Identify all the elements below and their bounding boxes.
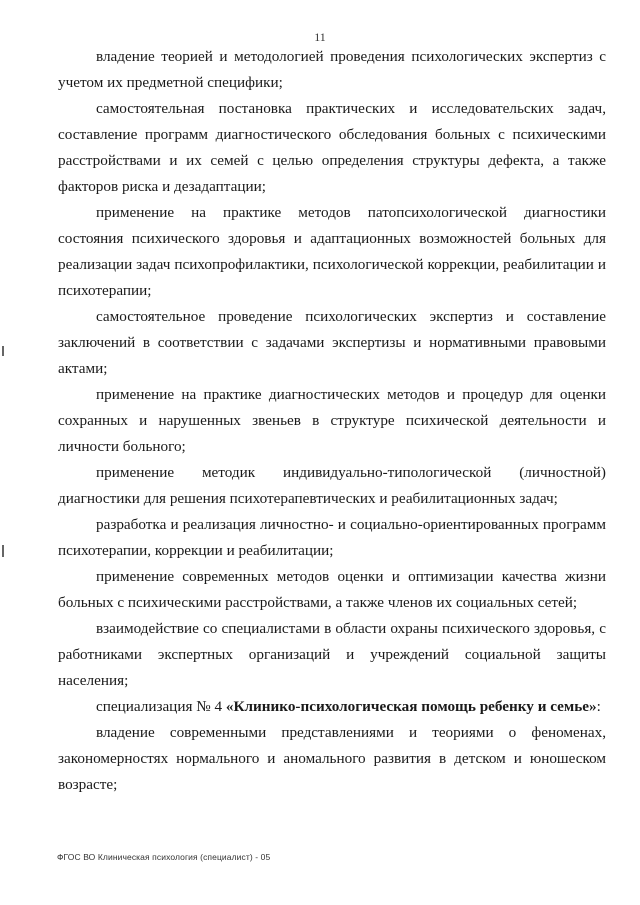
paragraph: самостоятельное проведение психологических экспертиз и составление заключений в соответствии с задачами экспертизы и нормативными правовыми актами; <box>58 308 606 377</box>
paragraph: самостоятельная постановка практических и исследовательских задач, составление программ диагностического обследования больных с психическими расстройствами и их семей с целью определения структуры дефекта, а также факторов риска и дезадаптации; <box>58 100 606 195</box>
paragraph: владение современными представлениями и теориями о феноменах, закономерностях нормального и аномального развития в детском и юношеском возрасте; <box>58 724 606 793</box>
page-number: 11 <box>314 30 326 44</box>
paragraph: владение теорией и методологией проведения психологических экспертиз с учетом их предметной специфики; <box>58 48 606 91</box>
document-body <box>58 44 606 798</box>
specialization-heading <box>58 694 606 720</box>
page-footer: ФГОС ВО Клиническая психология (специалист) - 05 <box>57 852 271 862</box>
scan-edge-mark <box>2 545 4 557</box>
paragraph: применение на практике диагностических методов и процедур для оценки сохранных и нарушенных звеньев в структуре психической деятельности и личности больного; <box>58 386 606 455</box>
paragraph: разработка и реализация личностно- и социально-ориентированных программ психотерапии, коррекции и реабилитации; <box>58 516 606 559</box>
specialization-suffix: : <box>596 698 601 715</box>
paragraph: применение современных методов оценки и оптимизации качества жизни больных с психическими расстройствами, а также членов их социальных сетей; <box>58 568 606 611</box>
paragraph: применение методик индивидуально-типологической (личностной) диагностики для решения психотерапевтических и реабилитационных задач; <box>58 464 606 507</box>
specialization-prefix: специализация № 4 <box>96 698 226 715</box>
paragraph: взаимодействие со специалистами в области охраны психического здоровья, с работниками экспертных организаций и учреждений социальной защиты населения; <box>58 620 606 689</box>
paragraph: применение на практике методов патопсихологической диагностики состояния психического здоровья и адаптационных возможностей больных для реализации задач психопрофилактики, психологической коррекции, реабилитации и психотерапии; <box>58 204 606 299</box>
scan-edge-mark <box>2 346 4 356</box>
specialization-title: «Клинико-психологическая помощь ребенку и семье» <box>225 698 597 715</box>
